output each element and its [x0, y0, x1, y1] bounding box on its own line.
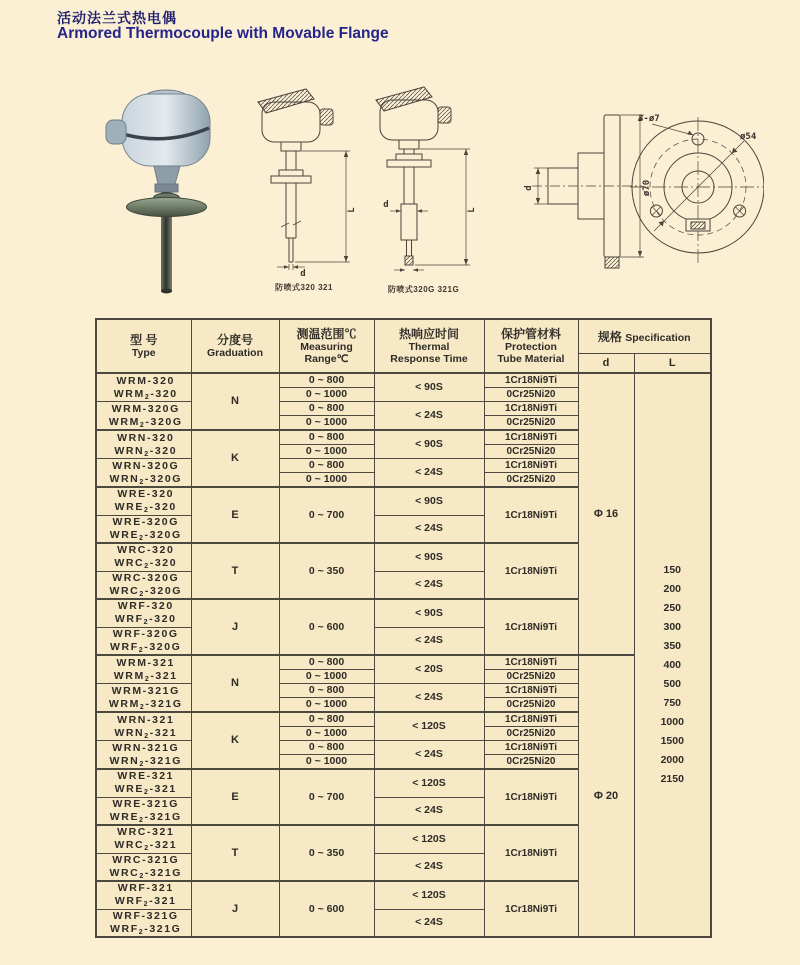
type-label: $WRN_2-321G$ — [109, 754, 183, 768]
type-label: WRN-320G — [112, 459, 180, 472]
length-value: 150 — [663, 564, 682, 576]
graduation-cell: T — [191, 825, 279, 881]
material-cell: 0Cr25Ni20 — [484, 473, 578, 488]
type-label: $WRM_2-321G$ — [108, 697, 183, 711]
type-label: $WRC_2-321G$ — [109, 866, 183, 880]
length-value: 250 — [663, 602, 682, 614]
range-cell: 0 ~ 350 — [279, 825, 374, 881]
type-label: WRF-320 — [117, 600, 174, 613]
range-cell: 0 ~ 1000 — [279, 473, 374, 488]
type-cell — [96, 515, 191, 543]
type-label: $WRM_2-321$ — [113, 669, 178, 683]
header-graduation — [191, 319, 279, 373]
header-resp-en1: Thermal — [408, 341, 450, 353]
diameter-cell: Φ 16 — [578, 373, 634, 655]
header-thermal-response — [374, 319, 484, 373]
type-label: $WRN_2-321$ — [114, 726, 178, 740]
type-label: WRE-321G — [112, 797, 179, 810]
type-cell — [96, 459, 191, 488]
response-cell: < 24S — [374, 909, 484, 937]
header-range-en2: Range℃ — [304, 353, 349, 365]
dim-outer-label: ø70 — [642, 179, 652, 197]
type-cell — [96, 599, 191, 627]
response-cell: < 24S — [374, 571, 484, 599]
flange-dimension-diagram — [492, 95, 764, 280]
material-cell: 1Cr18Ni9Ti — [484, 373, 578, 388]
type-label: $WRE_2-320$ — [114, 501, 177, 515]
header-mat-en2: Tube Material — [497, 353, 565, 365]
type-label: $WRF_2-321G$ — [110, 922, 182, 936]
graduation-cell: E — [191, 769, 279, 825]
range-cell: 0 ~ 600 — [279, 599, 374, 655]
type-cell — [96, 825, 191, 853]
material-cell: 1Cr18Ni9Ti — [484, 741, 578, 755]
material-cell: 0Cr25Ni20 — [484, 727, 578, 741]
type-cell — [96, 797, 191, 825]
header-range-en1: Measuring — [300, 341, 353, 353]
range-cell: 0 ~ 1000 — [279, 755, 374, 770]
material-cell: 0Cr25Ni20 — [484, 755, 578, 770]
material-cell: 1Cr18Ni9Ti — [484, 712, 578, 727]
header-l: L — [634, 353, 711, 373]
type-cell — [96, 853, 191, 881]
header-mat-en1: Protection — [505, 341, 557, 353]
dim-tip-label: d — [300, 269, 306, 278]
type-label: WRF-321G — [112, 909, 179, 922]
type-label: $WRN_2-320G$ — [109, 472, 183, 486]
type-cell — [96, 655, 191, 684]
material-cell: 1Cr18Ni9Ti — [484, 487, 578, 543]
type-label: WRC-320G — [112, 571, 180, 584]
type-label: WRN-321G — [112, 741, 180, 754]
length-value: 400 — [663, 659, 682, 671]
response-cell: < 90S — [374, 430, 484, 459]
header-spec-zh: 规格 — [597, 329, 622, 344]
type-label: WRC-321 — [117, 826, 175, 839]
response-cell: < 90S — [374, 487, 484, 515]
response-cell: < 90S — [374, 373, 484, 402]
caption-320: 防喷式320 321 — [275, 283, 333, 292]
drawing-320-art — [248, 86, 360, 278]
graduation-cell: T — [191, 543, 279, 599]
caption-320g: 防喷式320G 321G — [387, 285, 460, 294]
spec-table-body — [96, 373, 711, 937]
header-type — [96, 319, 191, 373]
table-row — [96, 655, 711, 670]
response-cell: < 24S — [374, 853, 484, 881]
type-label: $WRC_2-320$ — [114, 557, 178, 571]
header-resp-zh: 热响应时间 — [398, 327, 459, 341]
table-row — [96, 373, 711, 388]
type-label: $WRE_2-321$ — [114, 783, 177, 797]
material-cell: 0Cr25Ni20 — [484, 416, 578, 431]
range-cell: 0 ~ 350 — [279, 543, 374, 599]
dim-circle-label: ø54 — [740, 132, 757, 142]
range-cell: 0 ~ 800 — [279, 741, 374, 755]
header-specification — [578, 319, 711, 353]
response-cell: < 24S — [374, 627, 484, 655]
type-label: $WRF_2-320G$ — [110, 640, 182, 654]
graduation-cell: E — [191, 487, 279, 543]
type-cell — [96, 373, 191, 402]
type-cell — [96, 684, 191, 713]
type-label: WRC-320 — [117, 544, 175, 557]
length-value: 200 — [663, 583, 682, 595]
type-cell — [96, 402, 191, 431]
type-cell — [96, 909, 191, 937]
material-cell: 1Cr18Ni9Ti — [484, 769, 578, 825]
material-cell: 1Cr18Ni9Ti — [484, 881, 578, 937]
specification-table — [95, 318, 712, 938]
range-cell: 0 ~ 1000 — [279, 416, 374, 431]
type-cell — [96, 712, 191, 741]
material-cell: 1Cr18Ni9Ti — [484, 459, 578, 473]
response-cell: < 24S — [374, 459, 484, 488]
material-cell: 0Cr25Ni20 — [484, 388, 578, 402]
length-cell — [634, 373, 711, 937]
type-label: $WRF_2-320$ — [114, 613, 177, 627]
range-cell: 0 ~ 700 — [279, 769, 374, 825]
graduation-cell: J — [191, 599, 279, 655]
dim-length-label: L — [347, 207, 357, 213]
head-cap — [258, 89, 314, 113]
header-measuring-range — [279, 319, 374, 373]
range-cell: 0 ~ 800 — [279, 712, 374, 727]
type-label: WRM-320G — [111, 402, 180, 415]
length-value: 500 — [663, 678, 682, 690]
type-cell — [96, 543, 191, 571]
type-cell — [96, 881, 191, 909]
response-cell: < 120S — [374, 881, 484, 909]
thermocouple-photo-art — [92, 86, 237, 296]
type-label: WRF-320G — [112, 627, 179, 640]
flange-diagram-art — [492, 95, 764, 280]
response-cell: < 120S — [374, 712, 484, 741]
graduation-cell: N — [191, 655, 279, 712]
thermocouple-photo — [92, 86, 237, 296]
type-label: WRC-321G — [112, 853, 180, 866]
header-d: d — [578, 353, 634, 373]
type-label: $WRF_2-321$ — [114, 895, 177, 909]
header-mat-zh: 保护管材料 — [500, 327, 561, 341]
response-cell: < 120S — [374, 769, 484, 797]
header-grad-zh: 分度号 — [216, 333, 253, 347]
material-cell: 0Cr25Ni20 — [484, 698, 578, 713]
drawing-splashproof-320g — [366, 84, 481, 295]
range-cell: 0 ~ 1000 — [279, 445, 374, 459]
type-label: $WRN_2-320$ — [114, 444, 178, 458]
type-label: $WRE_2-320G$ — [109, 528, 182, 542]
diameter-cell: Φ 20 — [578, 655, 634, 937]
range-cell: 0 ~ 800 — [279, 402, 374, 416]
type-label: WRF-321 — [117, 882, 174, 895]
range-cell: 0 ~ 800 — [279, 430, 374, 445]
type-cell — [96, 627, 191, 655]
type-label: WRM-320 — [116, 374, 175, 387]
range-cell: 0 ~ 600 — [279, 881, 374, 937]
range-cell: 0 ~ 700 — [279, 487, 374, 543]
range-cell: 0 ~ 1000 — [279, 388, 374, 402]
header-type-en: Type — [131, 347, 156, 359]
page-title-english: Armored Thermocouple with Movable Flange — [57, 25, 389, 42]
type-label: $WRM_2-320$ — [113, 387, 178, 401]
type-label: $WRC_2-321$ — [114, 839, 178, 853]
response-cell: < 120S — [374, 825, 484, 853]
material-cell: 1Cr18Ni9Ti — [484, 825, 578, 881]
type-label: $WRM_2-320G$ — [108, 415, 183, 429]
graduation-cell: K — [191, 430, 279, 487]
range-cell: 0 ~ 1000 — [279, 727, 374, 741]
material-cell: 1Cr18Ni9Ti — [484, 684, 578, 698]
length-value: 750 — [663, 697, 682, 709]
type-cell — [96, 769, 191, 797]
graduation-cell: N — [191, 373, 279, 430]
response-cell: < 24S — [374, 515, 484, 543]
response-cell: < 24S — [374, 797, 484, 825]
material-cell: 1Cr18Ni9Ti — [484, 402, 578, 416]
length-value: 2000 — [660, 754, 684, 766]
response-cell: < 20S — [374, 655, 484, 684]
length-value: 350 — [663, 640, 682, 652]
drawing-320g-art — [366, 84, 481, 280]
type-cell — [96, 571, 191, 599]
header-protection-material — [484, 319, 578, 373]
header-type-zh: 型 号 — [130, 333, 158, 347]
type-cell — [96, 741, 191, 770]
range-cell: 0 ~ 800 — [279, 655, 374, 670]
dim-tube-label: d — [383, 200, 389, 210]
material-cell: 0Cr25Ni20 — [484, 445, 578, 459]
range-cell: 0 ~ 800 — [279, 373, 374, 388]
type-label: WRN-320 — [117, 431, 175, 444]
length-list — [635, 561, 711, 789]
response-cell: < 24S — [374, 741, 484, 770]
length-value: 1500 — [660, 735, 684, 747]
type-label: $WRE_2-321G$ — [109, 810, 182, 824]
header-grad-en: Graduation — [206, 347, 263, 359]
material-cell: 1Cr18Ni9Ti — [484, 543, 578, 599]
length-value: 300 — [663, 621, 682, 633]
drawing-splashproof-320 — [248, 86, 360, 293]
range-cell: 0 ~ 800 — [279, 684, 374, 698]
length-value: 2150 — [660, 773, 684, 785]
range-cell: 0 ~ 1000 — [279, 698, 374, 713]
graduation-cell: K — [191, 712, 279, 769]
type-cell — [96, 430, 191, 459]
response-cell: < 24S — [374, 684, 484, 713]
type-label: WRE-320G — [112, 515, 179, 528]
type-label: WRN-321 — [117, 713, 175, 726]
page-title-chinese: 活动法兰式热电偶 — [57, 10, 177, 26]
length-value: 1000 — [660, 716, 684, 728]
header-range-zh: 测温范围℃ — [296, 327, 357, 341]
dim-bore-label: d — [524, 185, 534, 191]
material-cell: 1Cr18Ni9Ti — [484, 430, 578, 445]
response-cell: < 24S — [374, 402, 484, 431]
response-cell: < 90S — [374, 543, 484, 571]
type-label: WRE-321 — [117, 770, 175, 783]
type-label: WRM-321 — [116, 656, 175, 669]
dim-holes-label: 3-ø7 — [638, 114, 660, 124]
header-spec-en: Specification — [625, 331, 691, 344]
dim-length-label: L — [467, 207, 477, 213]
type-label: WRE-320 — [117, 488, 175, 501]
type-label: $WRC_2-320G$ — [109, 584, 183, 598]
response-cell: < 90S — [374, 599, 484, 627]
type-label: WRM-321G — [111, 684, 180, 697]
type-cell — [96, 487, 191, 515]
header-resp-en2: Response Time — [390, 353, 468, 365]
range-cell: 0 ~ 1000 — [279, 670, 374, 684]
material-cell: 0Cr25Ni20 — [484, 670, 578, 684]
range-cell: 0 ~ 800 — [279, 459, 374, 473]
material-cell: 1Cr18Ni9Ti — [484, 599, 578, 655]
material-cell: 1Cr18Ni9Ti — [484, 655, 578, 670]
graduation-cell: J — [191, 881, 279, 937]
